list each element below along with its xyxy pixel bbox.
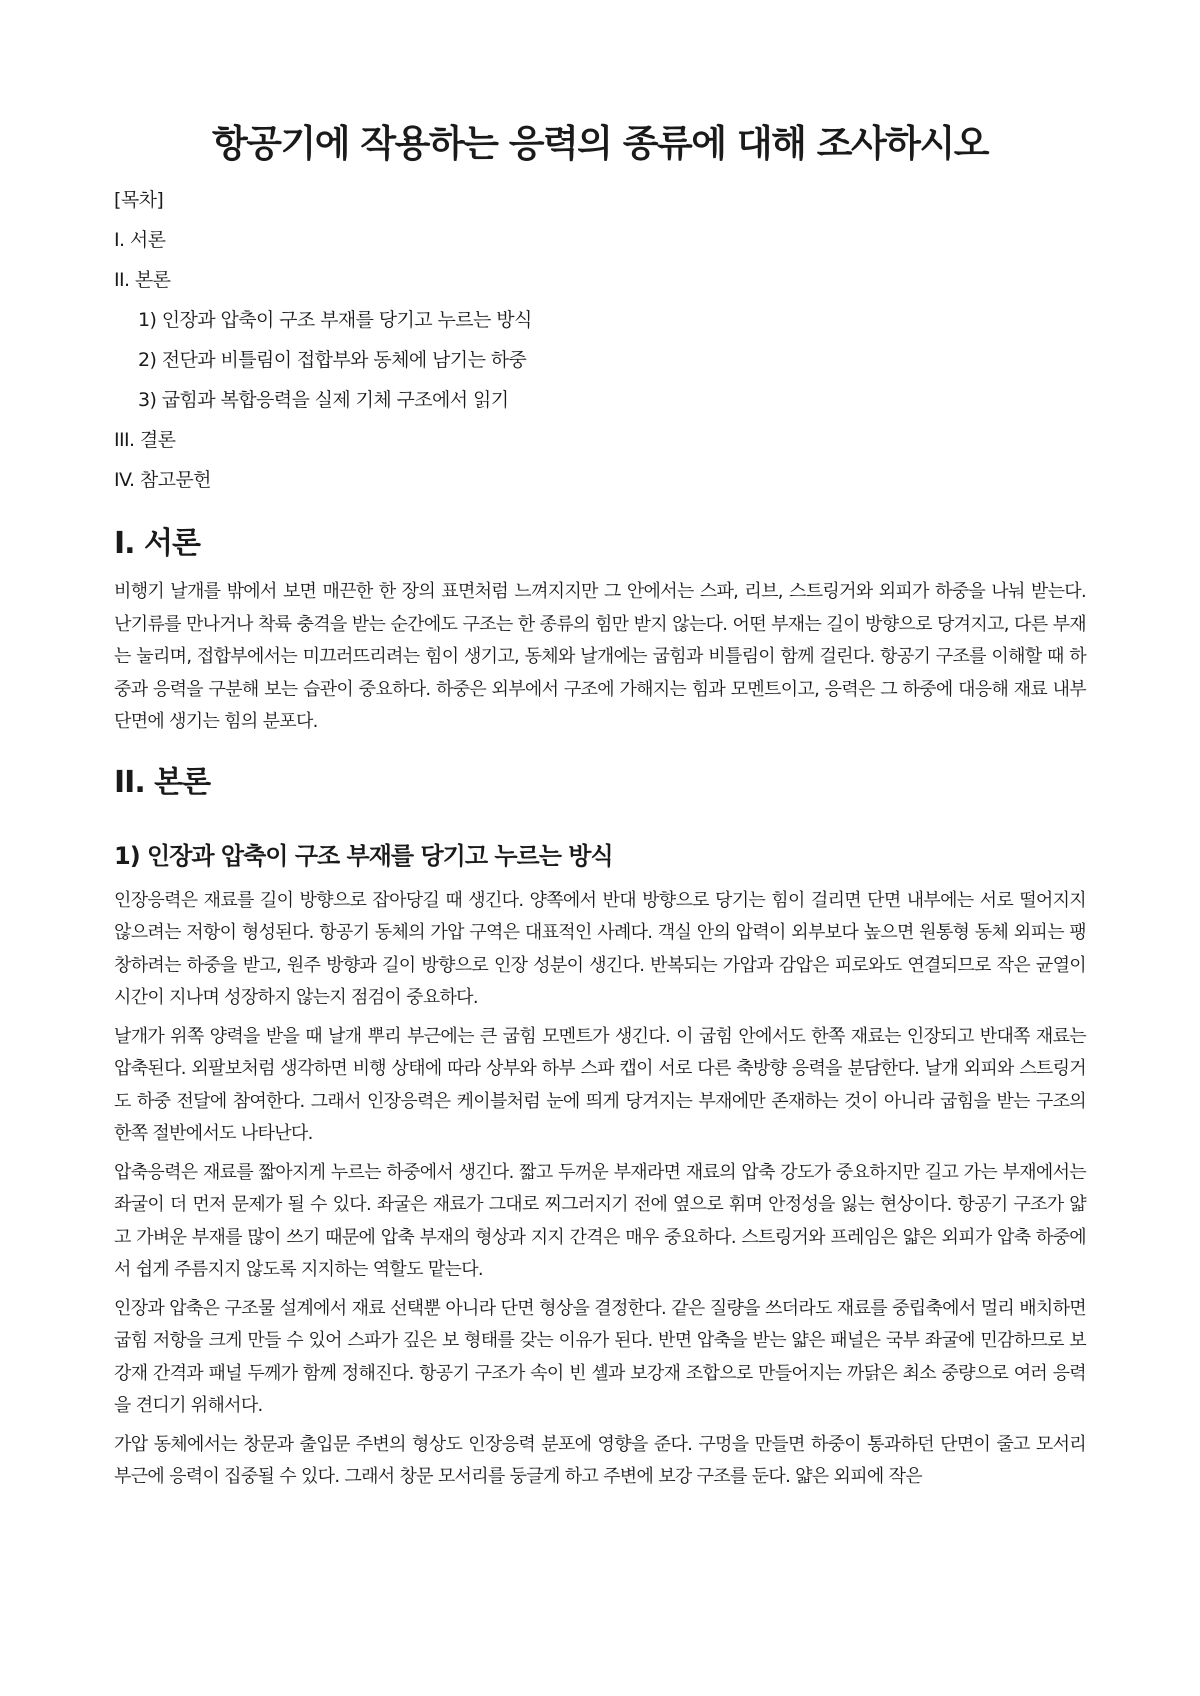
body-paragraph: 가압 동체에서는 창문과 출입문 주변의 형상도 인장응력 분포에 영향을 준다. 구멍을 만들면 하중이 통과하던 단면이 줄고 모서리 부근에 응력이 집중될 수 있다. 그래서 창문 모서리를 둥글게 하고 주변에 보강 구조를 둔다. 얇은 외피에 작은 [114, 1433, 1086, 1487]
toc-item-sub1: 1) 인장과 압축이 구조 부재를 당기고 누르는 방식 [138, 309, 532, 331]
intro-paragraph: 비행기 날개를 밖에서 보면 매끈한 한 장의 표면처럼 느껴지지만 그 안에서는 스파, 리브, 스트링거와 외피가 하중을 나눠 받는다. 난기류를 만나거나 착륙 충격을 받는 순간에도 구조는 한 종류의 힘만 받지 않는다. 어떤 부재는 길이 방향으로 당겨지고, 다른 부재는 눌리며, 접합부에서는 미끄러뜨리려는 힘이 생기고, 동체와 날개에는 굽힘과 비틀림이 함께 걸린다. 항공기 구조를 이해할 때 하중과 응력을 구분해 보는 습관이 중요하다. 하중은 외부에서 구조에 가해지는 힘과 모멘트이고, 응력은 그 하중에 대응해 재료 내부 단면에 생기는 힘의 분포다. [114, 581, 1086, 732]
section-heading-body: II. 본론 [114, 764, 211, 800]
toc-item-references: IV. 참고문헌 [114, 469, 211, 491]
toc-heading: [목차] [114, 189, 164, 211]
subsection-heading-1: 1) 인장과 압축이 구조 부재를 당기고 누르는 방식 [114, 841, 613, 870]
body-paragraph: 인장응력은 재료를 길이 방향으로 잡아당길 때 생긴다. 양쪽에서 반대 방향으로 당기는 힘이 걸리면 단면 내부에는 서로 떨어지지 않으려는 저항이 형성된다. 항공기 동체의 가압 구역은 대표적인 사례다. 객실 안의 압력이 외부보다 높으면 원통형 동체 외피는 팽창하려는 하중을 받고, 원주 방향과 길이 방향으로 인장 성분이 생긴다. 반복되는 가압과 감압은 피로와도 연결되므로 작은 균열이 시간이 지나며 성장하지 않는지 점검이 중요하다. [114, 889, 1086, 1008]
toc-item-conclusion: III. 결론 [114, 429, 176, 451]
body-paragraph: 압축응력은 재료를 짧아지게 누르는 하중에서 생긴다. 짧고 두꺼운 부재라면 재료의 압축 강도가 중요하지만 길고 가는 부재에서는 좌굴이 더 먼저 문제가 될 수 있다. 좌굴은 재료가 그대로 찌그러지기 전에 옆으로 휘며 안정성을 잃는 현상이다. 항공기 구조가 얇고 가벼운 부재를 많이 쓰기 때문에 압축 부재의 형상과 지지 간격은 매우 중요하다. 스트링거와 프레임은 얇은 외피가 압축 하중에서 쉽게 주름지지 않도록 지지하는 역할도 맡는다. [114, 1161, 1086, 1280]
section-heading-intro: I. 서론 [114, 526, 200, 561]
toc-item-sub3: 3) 굽힘과 복합응력을 실제 기체 구조에서 읽기 [138, 389, 509, 411]
body-paragraph: 날개가 위쪽 양력을 받을 때 날개 뿌리 부근에는 큰 굽힘 모멘트가 생긴다. 이 굽힘 안에서도 한쪽 재료는 인장되고 반대쪽 재료는 압축된다. 외팔보처럼 생각하면 비행 상태에 따라 상부와 하부 스파 캡이 서로 다른 축방향 응력을 분담한다. 날개 외피와 스트링거도 하중 전달에 참여한다. 그래서 인장응력은 케이블처럼 눈에 띄게 당겨지는 부재에만 존재하는 것이 아니라 굽힘을 받는 구조의 한쪽 절반에서도 나타난다. [114, 1025, 1086, 1144]
toc-item-sub2: 2) 전단과 비틀림이 접합부와 동체에 남기는 하중 [138, 349, 527, 371]
body-paragraph: 인장과 압축은 구조물 설계에서 재료 선택뿐 아니라 단면 형상을 결정한다. 같은 질량을 쓰더라도 재료를 중립축에서 멀리 배치하면 굽힘 저항을 크게 만들 수 있어 스파가 깊은 보 형태를 갖는 이유가 된다. 반면 압축을 받는 얇은 패널은 국부 좌굴에 민감하므로 보강재 간격과 패널 두께가 함께 정해진다. 항공기 구조가 속이 빈 셸과 보강재 조합으로 만들어지는 까닭은 최소 중량으로 여러 응력을 견디기 위해서다. [114, 1297, 1086, 1416]
toc-item-intro: I. 서론 [114, 229, 166, 251]
table-of-contents [114, 188, 1086, 508]
toc-item-body: II. 본론 [114, 269, 171, 291]
document-title: 항공기에 작용하는 응력의 종류에 대해 조사하시오 [212, 122, 988, 165]
